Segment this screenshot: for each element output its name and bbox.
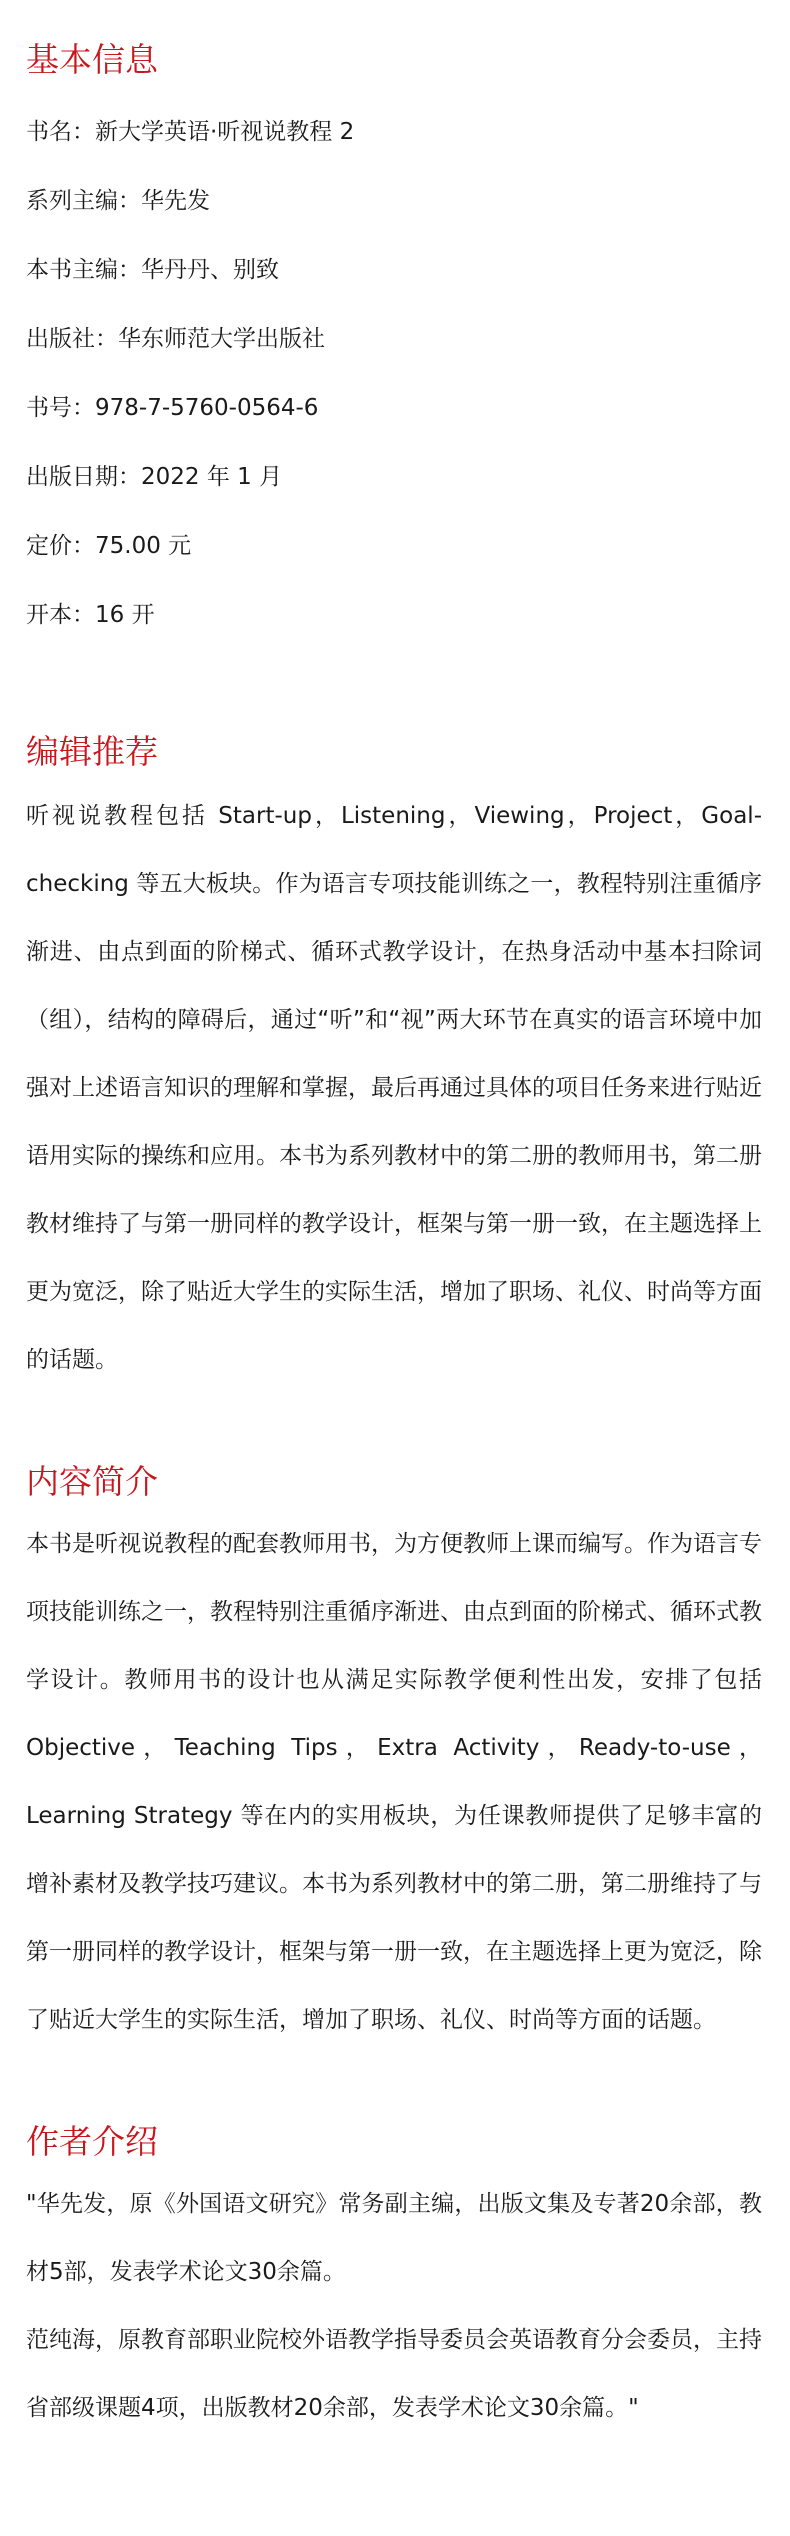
editor-recommendation-text: 听视说教程包括 Start-up，Listening，Viewing，Project，Goal-checking 等五大板块。作为语言专项技能训练之一，教程特别注重循序渐进、由点到面的阶梯式、循环式教学设计，在热身活动中基本扫除词（组），结构的障碍后，通过“听”和“视”两大环节在真实的语言环境中加强对上述语言知识的理解和掌握，最后再通过具体的项目任务来进行贴近语用实际的操练和应用。本书为系列教材中的第二册的教师用书，第二册教材维持了与第一册同样的教学设计，框架与第一册一致，在主题选择上更为宽泛，除了贴近大学生的实际生活，增加了职场、礼仪、时尚等方面的话题。 xyxy=(26,803,762,1373)
author-intro-section xyxy=(26,2054,762,2442)
publisher-line: 出版社：华东师范大学出版社 xyxy=(26,326,325,352)
content-intro-section xyxy=(26,1394,762,2054)
author-paragraph-2: 范纯海，原教育部职业院校外语教学指导委员会英语教育分会委员，主持省部级课题4项，出版教材20余部，发表学术论文30余篇。" xyxy=(26,2327,762,2421)
content-intro-title: 内容简介 xyxy=(26,1462,158,1501)
basic-info-section xyxy=(26,0,762,650)
author-paragraph-1: "华先发，原《外国语文研究》常务副主编，出版文集及专著20余部，教材5部，发表学术论文30余篇。 xyxy=(26,2191,762,2285)
price-line: 定价：75.00 元 xyxy=(26,533,192,559)
book-editor-line: 本书主编：华丹丹、别致 xyxy=(26,257,279,283)
editor-recommendation-section xyxy=(26,650,762,1394)
book-title-line: 书名：新大学英语·听视说教程 2 xyxy=(26,119,355,145)
content-intro-text: 本书是听视说教程的配套教师用书，为方便教师上课而编写。作为语言专项技能训练之一，教程特别注重循序渐进、由点到面的阶梯式、循环式教学设计。教师用书的设计也从满足实际教学便利性出发，安排了包括Objective，Teaching Tips，Extra Activity，Ready-to-use，Learning Strategy 等在内的实用板块，为任课教师提供了足够丰富的增补素材及教学技巧建议。本书为系列教材中的第二册，第二册维持了与第一册同样的教学设计，框架与第一册一致，在主题选择上更为宽泛，除了贴近大学生的实际生活，增加了职场、礼仪、时尚等方面的话题。 xyxy=(26,1531,762,2033)
format-line: 开本：16 开 xyxy=(26,602,155,628)
author-intro-title: 作者介绍 xyxy=(26,2122,158,2161)
series-editor-line: 系列主编：华先发 xyxy=(26,188,210,214)
editor-recommendation-title: 编辑推荐 xyxy=(26,732,158,771)
isbn-line: 书号：978-7-5760-0564-6 xyxy=(26,395,319,421)
publish-date-line: 出版日期：2022 年 1 月 xyxy=(26,464,283,490)
basic-info-title: 基本信息 xyxy=(26,40,158,79)
